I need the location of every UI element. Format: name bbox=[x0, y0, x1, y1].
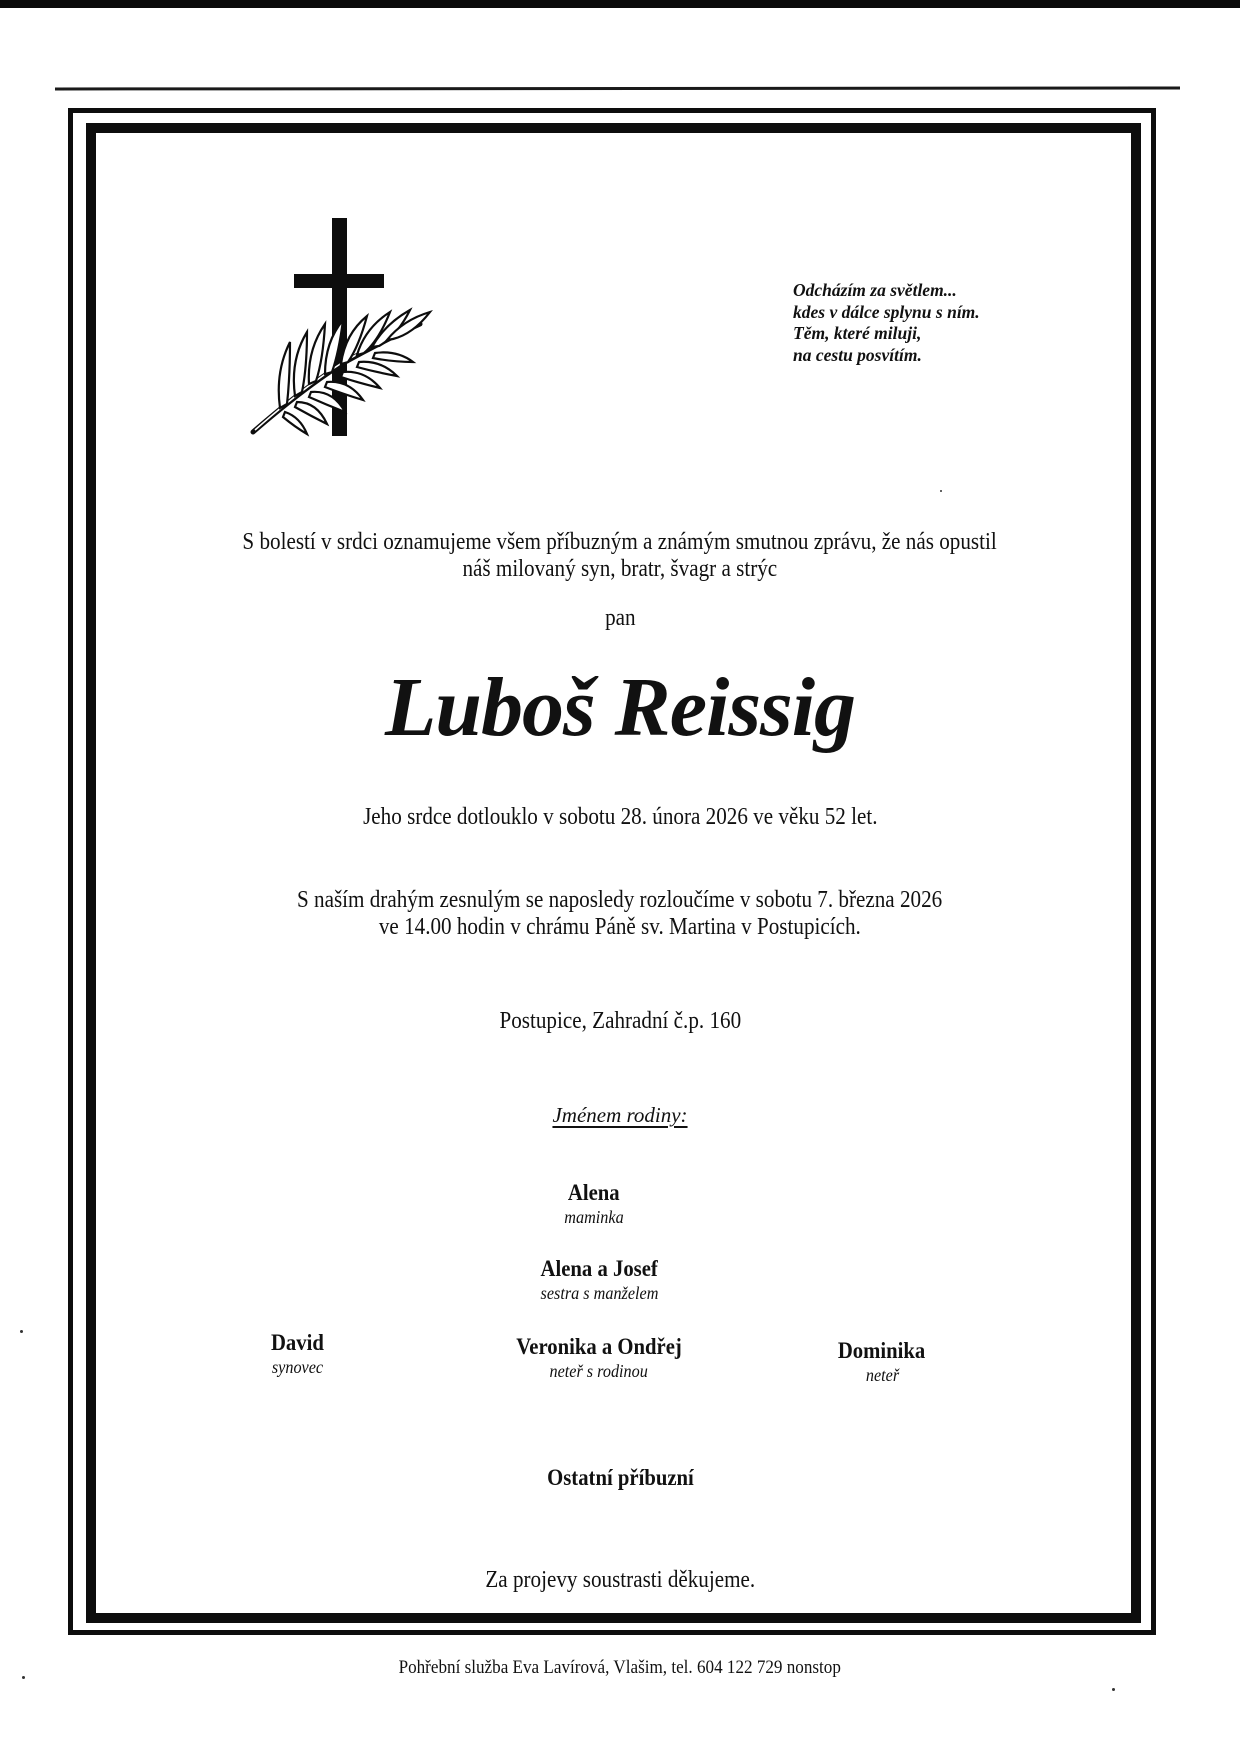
address: Postupice, Zahradní č.p. 160 bbox=[499, 1008, 741, 1034]
family-member-name: Dominika bbox=[838, 1338, 926, 1363]
announcement-line-2: náš milovaný syn, bratr, švagr a strýc bbox=[462, 556, 778, 582]
death-notice: Jeho srdce dotlouklo v sobotu 28. února 2026 ve věku 52 let. bbox=[362, 804, 878, 830]
other-relatives: Ostatní příbuzní bbox=[546, 1465, 694, 1490]
announcement-line-1: S bolestí v srdci oznamujeme všem příbuzným a známým smutnou zprávu, že nás opustil bbox=[242, 529, 998, 555]
poem-line: na cestu posvítím. bbox=[793, 344, 922, 365]
funeral-notice-line-2: ve 14.00 hodin v chrámu Páně sv. Martina v Postupicích. bbox=[379, 914, 861, 940]
deceased-name: Luboš Reissig bbox=[384, 661, 856, 754]
scan-top-edge bbox=[0, 0, 1240, 8]
scan-speck bbox=[22, 1676, 25, 1679]
scan-speck bbox=[20, 1330, 23, 1333]
family-member-name: Alena bbox=[568, 1180, 620, 1205]
cross-with-palm-branch-icon bbox=[245, 212, 435, 442]
title-prefix: pan bbox=[604, 605, 636, 631]
family-member-relation: sestra s manželem bbox=[540, 1283, 658, 1303]
funeral-service-footer: Pohřební služba Eva Lavírová, Vlašim, tel. 604 122 729 nonstop bbox=[398, 1657, 842, 1678]
family-member-relation: neteř bbox=[865, 1365, 899, 1385]
family-member bbox=[399, 1256, 799, 1304]
poem-line: kdes v dálce splynu s ním. bbox=[793, 301, 980, 322]
family-member-name: David bbox=[270, 1330, 324, 1355]
family-member-relation: neteř s rodinou bbox=[549, 1361, 649, 1381]
family-member-relation: synovec bbox=[271, 1357, 323, 1377]
poem-line: Odcházím za světlem... bbox=[793, 280, 957, 300]
scan-speck bbox=[940, 490, 942, 492]
scan-speck bbox=[1112, 1688, 1115, 1691]
funeral-notice-line-1: S naším drahým zesnulým se naposledy rozloučíme v sobotu 7. března 2026 bbox=[297, 887, 943, 913]
poem-line: Těm, které miluji, bbox=[793, 323, 922, 343]
family-member bbox=[394, 1180, 794, 1228]
thanks: Za projevy soustrasti děkujeme. bbox=[485, 1567, 755, 1593]
family-heading: Jménem rodiny: bbox=[552, 1103, 688, 1127]
top-rule-line bbox=[55, 87, 1180, 91]
poem bbox=[793, 280, 980, 366]
family-member-relation: maminka bbox=[564, 1207, 624, 1227]
family-member bbox=[682, 1338, 1082, 1386]
family-member-name: Alena a Josef bbox=[540, 1256, 658, 1281]
family-member-name: Veronika a Ondřej bbox=[516, 1334, 682, 1359]
